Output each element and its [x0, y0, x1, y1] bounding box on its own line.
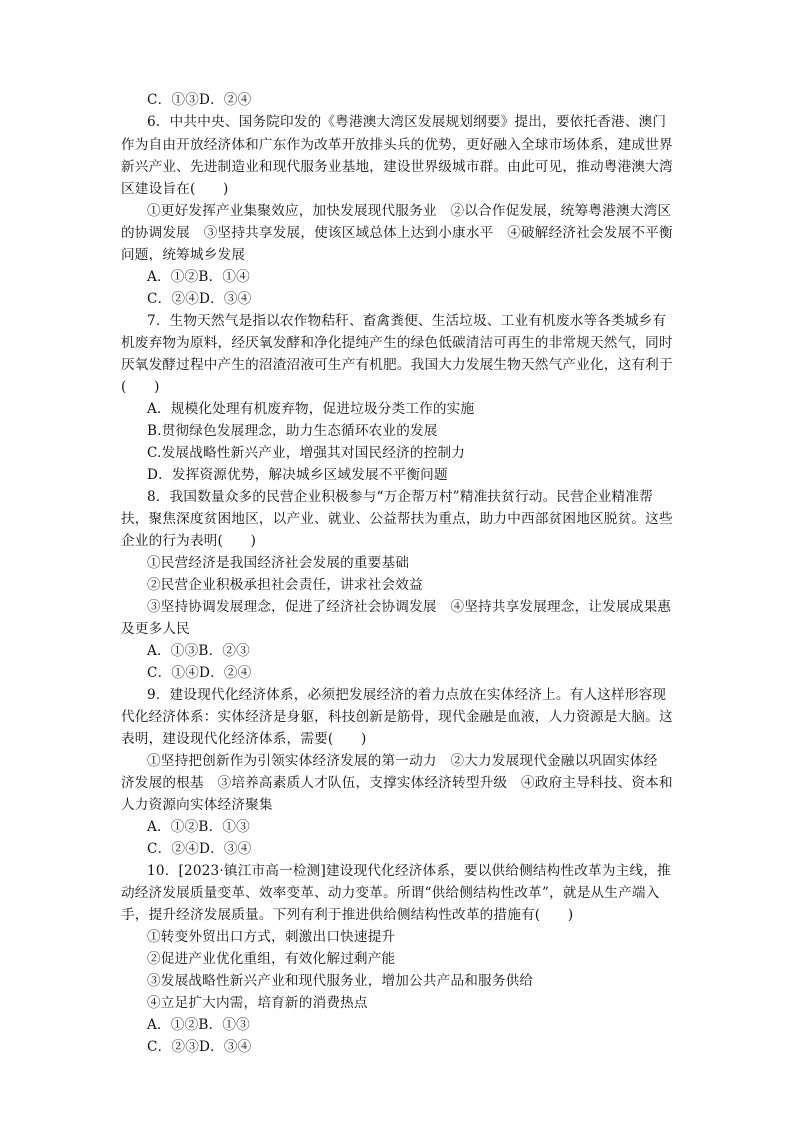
- q9-statements-line-2: 济发展的根基 ③培养高素质人才队伍，支撑实体经济转型升级 ④政府主导科技、资本和: [121, 775, 673, 791]
- q8-stem-line-3: 企业的行为表明( ): [121, 533, 257, 549]
- q6-statements-line-2: 的协调发展 ③坚持共享发展，使该区域总体上达到小康水平 ④破解经济社会发展不平衡: [121, 225, 673, 241]
- q6-stem-line-3: 新兴产业、先进制造业和现代服务业基地，建设世界级城市群。由此可见，推动粤港澳大湾: [121, 159, 673, 175]
- q7-option-b: B.贯彻绿色发展理念，助力生态循环农业的发展: [147, 423, 438, 439]
- q10-options-ab: A．①②B．①③: [147, 1017, 250, 1033]
- q10-stem-line-1: 10．[2023·镇江市高一检测]建设现代化经济体系，要以供给侧结构性改革为主线，推: [147, 863, 671, 879]
- q6-stem-line-4: 区建设旨在( ): [121, 181, 229, 197]
- q7-stem-line-4: ( ): [121, 379, 160, 395]
- q8-options-cd: C．①④D．②④: [147, 665, 252, 681]
- q6-stem-line-2: 作为自由开放经济体和广东作为改革开放排头兵的优势，更好融入全球市场体系，建成世界: [121, 137, 673, 153]
- q9-stem-line-2: 代化经济体系：实体经济是身躯，科技创新是筋骨，现代金融是血液，人力资源是大脑。这: [121, 709, 673, 725]
- q8-statement-3-4: ③坚持协调发展理念，促进了经济社会协调发展 ④坚持共享发展理念，让发展成果惠: [147, 599, 672, 615]
- q9-statements-line-3: 人力资源向实体经济聚集: [121, 797, 273, 813]
- q10-statement-2: ②促进产业优化重组，有效化解过剩产能: [147, 951, 396, 967]
- q10-stem-line-2: 动经济发展质量变革、效率变革、动力变革。所谓“供给侧结构性改革”，就是从生产端入: [121, 885, 660, 901]
- q7-option-a: A．规模化处理有机废弃物，促进垃圾分类工作的实施: [147, 401, 475, 417]
- q7-option-c: C.发展战略性新兴产业，增强其对国民经济的控制力: [147, 445, 466, 461]
- q8-stem-line-2: 扶，聚焦深度贫困地区，以产业、就业、公益帮扶为重点，助力中西部贫困地区脱贫。这些: [121, 511, 673, 527]
- q10-stem-line-3: 手，提升经济发展质量。下列有利于推进供给侧结构性改革的措施有( ): [121, 907, 574, 923]
- q10-options-cd: C．②③D．③④: [147, 1039, 252, 1055]
- q10-statement-4: ④立足扩大内需，培育新的消费热点: [147, 995, 368, 1011]
- q7-stem-line-1: 7．生物天然气是指以农作物秸秆、畜禽粪便、生活垃圾、工业有机废水等各类城乡有: [147, 313, 667, 329]
- q9-options-ab: A．①②B．①③: [147, 819, 250, 835]
- q6-options-cd: C．②④D．③④: [147, 291, 252, 307]
- q8-stem-line-1: 8．我国数量众多的民营企业积极参与“万企帮万村”精准扶贫行动。民营企业精准帮: [147, 489, 653, 505]
- q9-statements-line-1: ①坚持把创新作为引领实体经济发展的第一动力 ②大力发展现代金融以巩固实体经: [147, 753, 658, 769]
- q10-statement-3: ③发展战略性新兴产业和现代服务业，增加公共产品和服务供给: [147, 973, 534, 989]
- q7-stem-line-3: 厌氧发酵过程中产生的沼渣沼液可生产有机肥。我国大力发展生物天然气产业化，这有利于: [121, 357, 673, 373]
- q9-stem-line-1: 9．建设现代化经济体系，必须把发展经济的着力点放在实体经济上。有人这样形容现: [147, 687, 667, 703]
- q6-statements-line-3: 问题，统筹城乡发展: [121, 247, 246, 263]
- q9-options-cd: C．②④D．③④: [147, 841, 252, 857]
- q8-statement-4-cont: 及更多人民: [121, 621, 190, 637]
- q7-stem-line-2: 机废弃物为原料，经厌氧发酵和净化提纯产生的绿色低碳清洁可再生的非常规天然气，同时: [121, 335, 673, 351]
- q10-statement-1: ①转变外贸出口方式，刺激出口快速提升: [147, 929, 396, 945]
- q6-stem-line-1: 6．中共中央、国务院印发的《粤港澳大湾区发展规划纲要》提出，要依托香港、澳门: [147, 114, 667, 130]
- q9-stem-line-3: 表明，建设现代化经济体系，需要( ): [121, 731, 367, 747]
- q8-statement-2: ②民营企业积极承担社会责任，讲求社会效益: [147, 577, 423, 593]
- q6-statements-line-1: ①更好发挥产业集聚效应，加快发展现代服务业 ②以合作促发展，统筹粤港澳大湾区: [147, 203, 672, 219]
- q7-option-d: D．发挥资源优势，解决城乡区域发展不平衡问题: [147, 467, 448, 483]
- q6-options-ab: A．①②B．①④: [147, 269, 250, 285]
- q5-options-cd: C．①③D．②④: [147, 92, 252, 108]
- q8-options-ab: A．①③B．②③: [147, 643, 250, 659]
- q8-statement-1: ①民营经济是我国经济社会发展的重要基础: [147, 555, 410, 571]
